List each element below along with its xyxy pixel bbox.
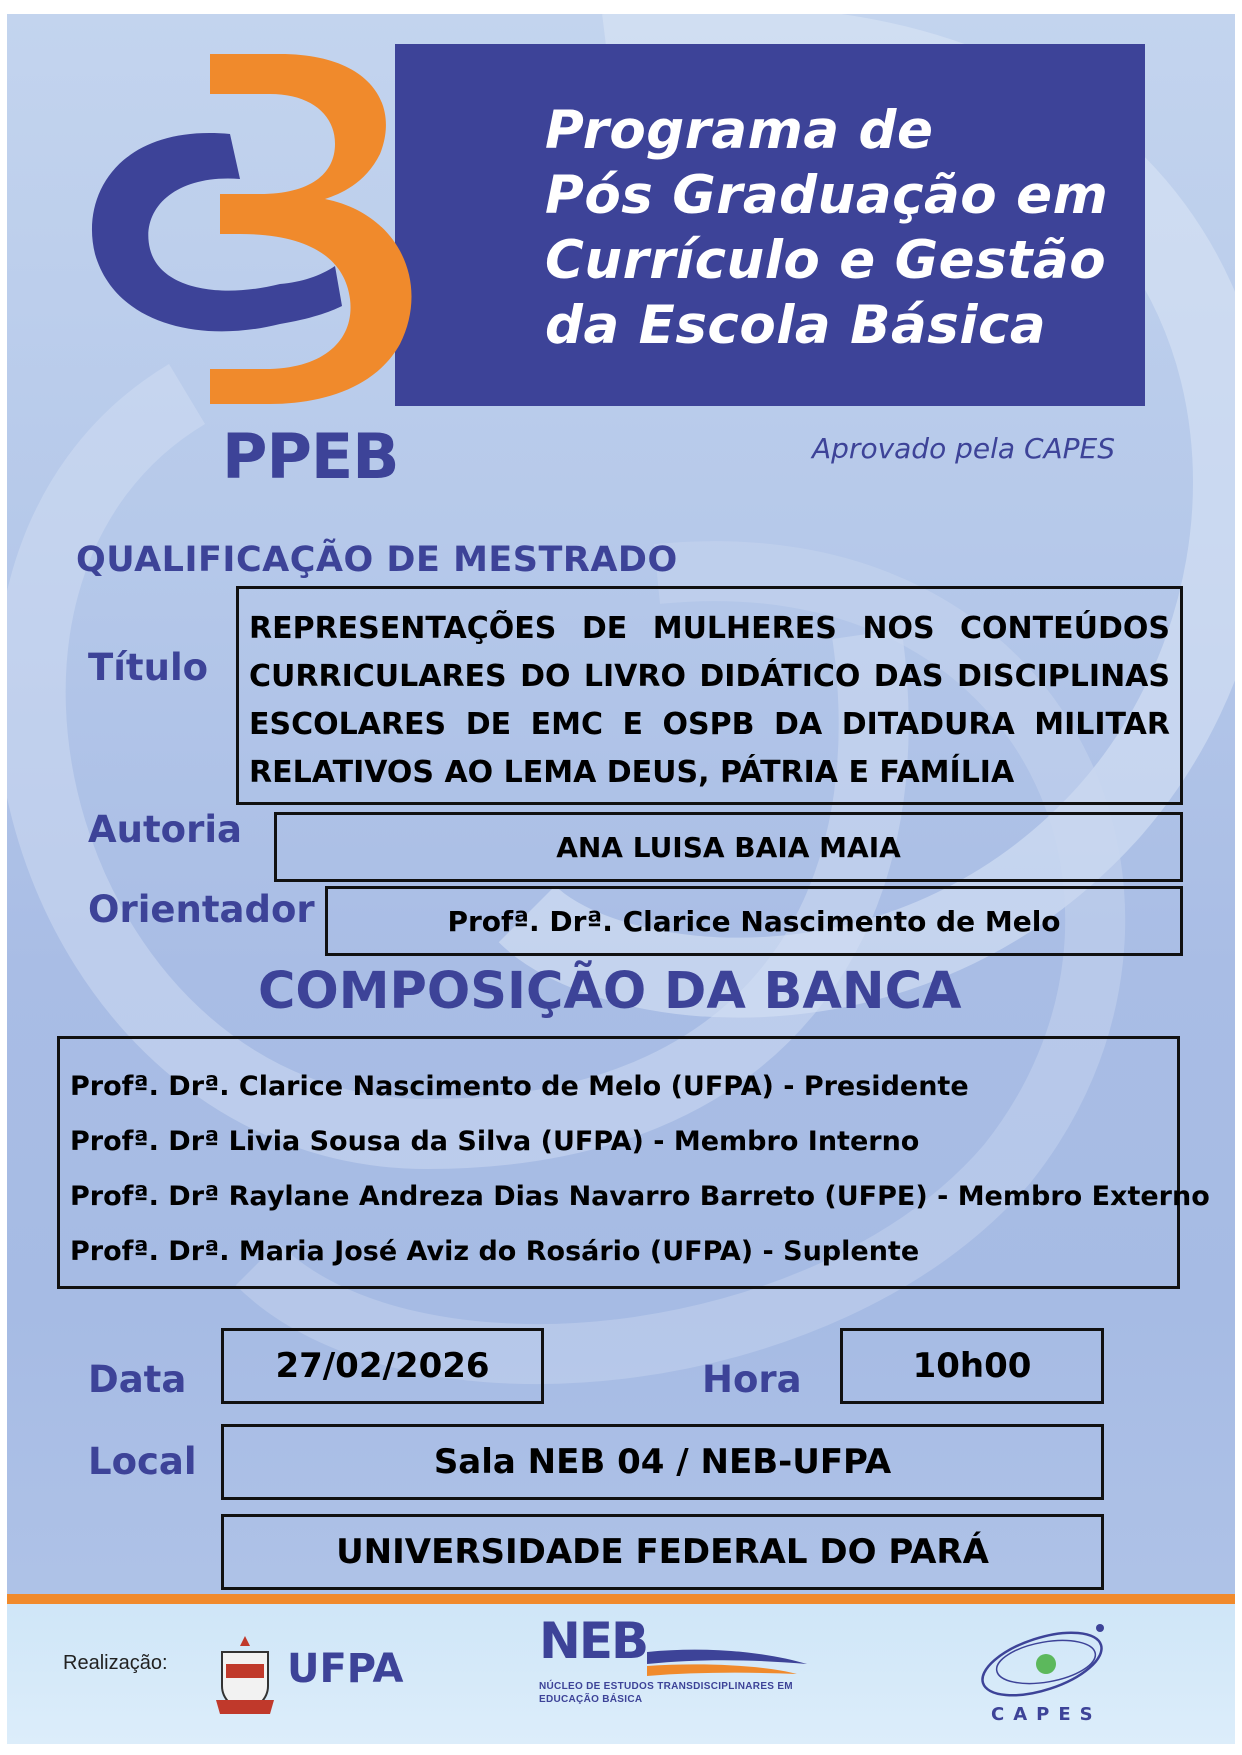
place-label: Local [88, 1440, 197, 1483]
ppeb-logo-graphic [80, 44, 480, 424]
ufpa-crest-icon [212, 1634, 278, 1718]
banca-member: Profª. Drª Raylane Andreza Dias Navarro Barreto (UFPE) - Membro Externo [70, 1181, 1210, 1212]
realizacao-label: Realização: [63, 1652, 168, 1674]
author-name: ANA LUISA BAIA MAIA [556, 830, 901, 864]
event-date: 27/02/2026 [275, 1346, 490, 1386]
event-place: Sala NEB 04 / NEB-UFPA [433, 1442, 892, 1482]
advisor-name: Profª. Drª. Clarice Nascimento de Melo [447, 904, 1061, 938]
time-box [840, 1328, 1104, 1404]
title-label: Título [88, 646, 209, 689]
date-box [221, 1328, 544, 1404]
banca-member: Profª. Drª. Maria José Aviz do Rosário (UFPA) - Suplente [70, 1236, 920, 1267]
neb-swoosh-icon [647, 1642, 807, 1682]
footer [7, 1604, 1235, 1744]
ufpa-logo-text: UFPA [287, 1646, 404, 1692]
advisor-label: Orientador [88, 888, 315, 931]
banca-members-box [57, 1036, 1210, 1289]
author-label: Autoria [88, 808, 242, 851]
banca-member: Profª. Drª Livia Sousa da Silva (UFPA) - Membro Interno [70, 1126, 920, 1157]
footer-divider [7, 1594, 1235, 1604]
advisor-box [325, 886, 1183, 956]
banca-member: Profª. Drª. Clarice Nascimento de Melo (UFPA) - Presidente [70, 1071, 969, 1102]
program-title-line: Pós Graduação em [545, 165, 1109, 226]
program-title [545, 98, 1135, 358]
neb-subtitle [539, 1680, 793, 1706]
event-heading: QUALIFICAÇÃO DE MESTRADO [76, 540, 678, 580]
capes-orbit-icon [972, 1616, 1122, 1702]
institution-name: UNIVERSIDADE FEDERAL DO PARÁ [336, 1532, 989, 1572]
neb-logo-text: NEB [539, 1612, 648, 1670]
neb-subtitle-line: EDUCAÇÃO BÁSICA [539, 1694, 643, 1705]
place-box [221, 1424, 1104, 1500]
date-label: Data [88, 1358, 187, 1401]
institution-box [221, 1514, 1104, 1590]
banca-heading: COMPOSIÇÃO DA BANCA [258, 962, 962, 1021]
time-label: Hora [702, 1358, 802, 1401]
author-box [274, 812, 1183, 882]
program-acronym: PPEB [222, 420, 399, 493]
event-time: 10h00 [912, 1346, 1032, 1386]
capes-approval-note: Aprovado pela CAPES [812, 432, 1115, 465]
capes-logo-text: CAPES [991, 1704, 1102, 1725]
program-title-line: Currículo e Gestão [545, 230, 1107, 291]
neb-subtitle-line: NÚCLEO DE ESTUDOS TRANSDISCIPLINARES EM [539, 1681, 793, 1692]
thesis-title-box: REPRESENTAÇÕES DE MULHERES NOS CONTEÚDOS CURRICULARES DO LIVRO DIDÁTICO DAS DISCIPLINAS ESCOLARES DE EMC E OSPB DA DITADURA MILITAR RELATIVOS AO LEMA DEUS, PÁTRIA E FAMÍLIA [236, 586, 1183, 805]
program-title-line: da Escola Básica [545, 295, 1047, 356]
program-title-line: Programa de [545, 100, 934, 161]
